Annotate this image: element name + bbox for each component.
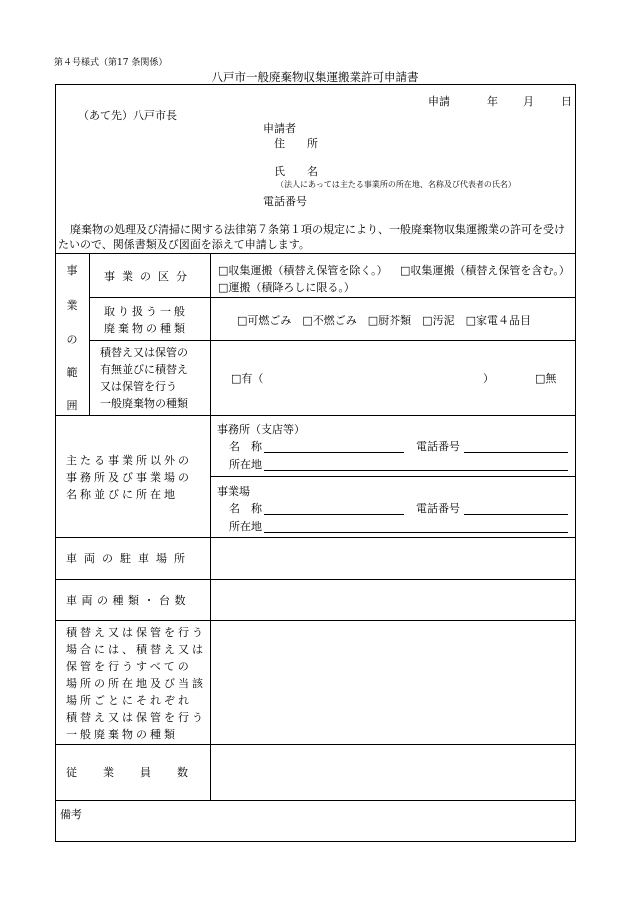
transfer-places-label: 場所の所在地及び当該 — [66, 677, 206, 690]
transfer-storage-label: 積替え又は保管の — [100, 346, 188, 359]
statement-line-1: 廃棄物の処理及び清掃に関する法律第７条第１項の規定により、一般廃棄物収集運搬業の許可を受け — [70, 223, 565, 236]
form-number: 第４号様式（第17 条関係） — [54, 58, 168, 68]
statement-line-2: たいので、関係書類及び図面を添えて申請します。 — [58, 238, 310, 251]
divider — [55, 415, 576, 416]
divider — [89, 340, 576, 341]
application-date-label: 申請 — [428, 95, 450, 108]
site-location-field[interactable] — [264, 521, 568, 533]
scope-side-char: の — [66, 333, 78, 346]
divider — [55, 253, 576, 254]
transfer-paren-close: ） — [483, 372, 494, 385]
scope-side-char: 範 — [66, 366, 78, 379]
office-name-field[interactable] — [264, 441, 404, 453]
transfer-storage-label: 又は保管を行う — [100, 380, 177, 393]
scope-side-char: 囲 — [66, 399, 78, 412]
transfer-places-label: 場所ごとにそれぞれ — [66, 694, 192, 707]
name-label: 氏 名 — [274, 165, 318, 178]
office-location-field[interactable] — [264, 459, 568, 471]
site-heading: 事業場 — [217, 485, 250, 498]
site-location-label: 所在地 — [229, 520, 262, 533]
remarks-label: 備考 — [60, 808, 82, 821]
office-phone-label: 電話番号 — [416, 440, 460, 453]
office-phone-field[interactable] — [464, 441, 568, 453]
transfer-storage-label: 一般廃棄物の種類 — [100, 397, 188, 410]
vehicles-field[interactable] — [211, 580, 575, 619]
transfer-places-label: 一般廃棄物の種類 — [66, 728, 178, 741]
waste-types-options[interactable]: □可燃ごみ □不燃ごみ □厨芥類 □汚泥 □家電４品目 — [237, 314, 531, 327]
divider — [55, 800, 576, 801]
category-option-transport[interactable]: □運搬（積降ろしに限る。） — [218, 281, 355, 294]
office-heading: 事務所（支店等） — [217, 423, 305, 436]
scope-side-char: 業 — [66, 299, 78, 312]
category-option-excl[interactable]: □収集運搬（積替え保管を除く。） — [218, 264, 388, 277]
site-name-label: 名 称 — [229, 502, 262, 515]
business-category-label: 事業の区分 — [104, 270, 194, 283]
transfer-yes-option[interactable]: □有（ — [231, 372, 264, 385]
divider — [210, 476, 576, 477]
other-offices-label: 事務所及び事業場の — [66, 471, 192, 484]
divider — [89, 297, 576, 298]
category-option-incl[interactable]: □収集運搬（積替え保管を含む。） — [400, 264, 570, 277]
site-phone-field[interactable] — [464, 503, 568, 515]
transfer-storage-label: 有無並びに積替え — [100, 363, 188, 376]
site-name-field[interactable] — [264, 503, 404, 515]
office-name-label: 名 称 — [229, 440, 262, 453]
addressee: （あて先）八戸市長 — [78, 109, 177, 122]
applicant-label: 申請者 — [263, 122, 296, 135]
employees-label: 従業員数 — [66, 766, 214, 779]
parking-field[interactable] — [211, 538, 575, 578]
transfer-places-field[interactable] — [211, 621, 575, 743]
year-label: 年 — [487, 95, 498, 108]
transfer-places-label: 保管を行うすべての — [66, 660, 192, 673]
document-title: 八戸市一般廃棄物収集運搬業許可申請書 — [211, 70, 419, 84]
waste-types-label: 取り扱う一般 — [104, 305, 188, 318]
waste-types-label: 廃棄物の種類 — [104, 322, 188, 335]
name-note: （法人にあっては主たる事業所の所在地、名称及び代表者の氏名） — [276, 180, 516, 189]
vehicles-label: 車両の種類・台数 — [66, 594, 190, 607]
other-offices-label: 名称並びに所在地 — [66, 488, 178, 501]
transfer-places-label: 場合には、積替え又は — [66, 643, 206, 656]
divider — [89, 253, 90, 415]
phone-label: 電話番号 — [263, 195, 307, 208]
day-label: 日 — [561, 95, 572, 108]
transfer-places-label: 積替え又は保管を行う — [66, 626, 206, 639]
parking-label: 車両の駐車場所 — [66, 552, 192, 565]
address-label: 住 所 — [274, 137, 318, 150]
employees-field[interactable] — [211, 745, 575, 799]
transfer-no-option[interactable]: □無 — [535, 372, 557, 385]
site-phone-label: 電話番号 — [416, 502, 460, 515]
scope-side-char: 事 — [66, 264, 78, 277]
transfer-places-label: 積替え又は保管を行う — [66, 711, 206, 724]
office-location-label: 所在地 — [229, 458, 262, 471]
remarks-field[interactable] — [56, 820, 575, 840]
other-offices-label: 主たる事業所以外の — [66, 454, 192, 467]
month-label: 月 — [523, 95, 534, 108]
